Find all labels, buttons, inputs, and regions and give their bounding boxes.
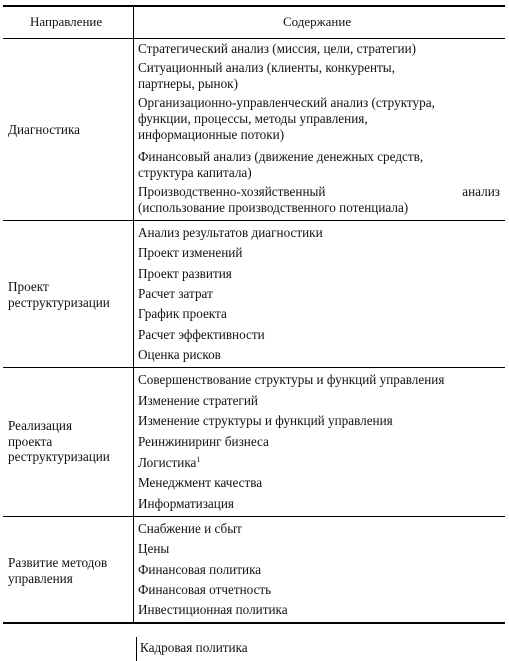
table-bottom-rule: [3, 622, 505, 624]
column-divider: [133, 5, 134, 623]
content-item: Расчет эффективности: [138, 327, 265, 342]
content-item: Инвестиционная политика: [138, 602, 288, 617]
direction-text: Диагностика: [8, 122, 81, 137]
item-text: Финансовый анализ (движение денежных средств,: [138, 149, 424, 164]
direction-restructuring-project: [8, 279, 130, 310]
content-item: Финансовая политика: [138, 562, 262, 577]
direction-implementation: [8, 418, 130, 465]
item-text: Стратегический анализ (миссия, цели, стратегии): [138, 41, 417, 56]
direction-text: Проект: [8, 279, 49, 294]
content-item: Проект изменений: [138, 245, 243, 260]
direction-diagnostics: [8, 122, 130, 138]
direction-management-methods: [8, 555, 130, 586]
content-item: Изменение стратегий: [138, 393, 258, 408]
header-direction: Направление: [30, 14, 103, 29]
header-content: Содержание: [283, 14, 352, 29]
content-item: Менеджмент качества: [138, 475, 263, 490]
content-item: Оценка рисков: [138, 347, 221, 362]
item-text: функции, процессы, методы управления,: [138, 111, 368, 126]
item-text: структура капитала): [138, 165, 252, 180]
header-bottom-rule: [3, 38, 505, 39]
row-divider: [3, 220, 505, 221]
content-item: [138, 95, 500, 143]
direction-text: реструктуризации: [8, 294, 110, 310]
direction-text: Реализация: [8, 418, 73, 433]
content-item: [138, 60, 500, 92]
direction-text: реструктуризации: [8, 449, 110, 464]
content-item: Анализ результатов диагностики: [138, 225, 323, 240]
content-item: Реинжиниринг бизнеса: [138, 434, 269, 449]
content-item: [138, 41, 500, 57]
column-divider-continued: [136, 637, 137, 661]
direction-text: проекта: [8, 433, 53, 449]
footnote-mark: 1: [196, 455, 201, 464]
content-item: Информатизация: [138, 496, 234, 511]
item-text: Производственно-хозяйственный: [138, 184, 326, 199]
item-text: Организационно-управленческий анализ (структура,: [138, 95, 435, 110]
direction-text: управления: [8, 570, 73, 586]
item-text: Ситуационный анализ (клиенты, конкуренты,: [138, 60, 395, 75]
direction-text: Развитие методов: [8, 555, 108, 570]
content-item: [138, 455, 500, 471]
content-item: Финансовая отчетность: [138, 582, 272, 597]
item-text: информационные потоки): [138, 127, 285, 142]
content-item: Совершенствование структуры и функций управления: [138, 372, 445, 387]
content-item: Цены: [138, 541, 170, 556]
content-item: Проект развития: [138, 266, 232, 281]
content-item: Изменение структуры и функций управления: [138, 413, 393, 428]
item-text: партнеры, рынок): [138, 76, 238, 91]
content-item: [138, 184, 500, 216]
content-item: Снабжение и сбыт: [138, 521, 242, 536]
table-top-rule: [3, 5, 505, 7]
content-item: График проекта: [138, 306, 227, 321]
content-item: Расчет затрат: [138, 286, 213, 301]
content-item: [138, 149, 500, 181]
content-item-continued: Кадровая политика: [140, 640, 248, 655]
item-text: анализ: [462, 184, 500, 199]
item-text: Логистика: [138, 455, 197, 470]
justified-line: [138, 184, 500, 200]
row-divider: [3, 516, 505, 517]
row-divider: [3, 367, 505, 368]
item-text: (использование производственного потенциала): [138, 200, 409, 215]
